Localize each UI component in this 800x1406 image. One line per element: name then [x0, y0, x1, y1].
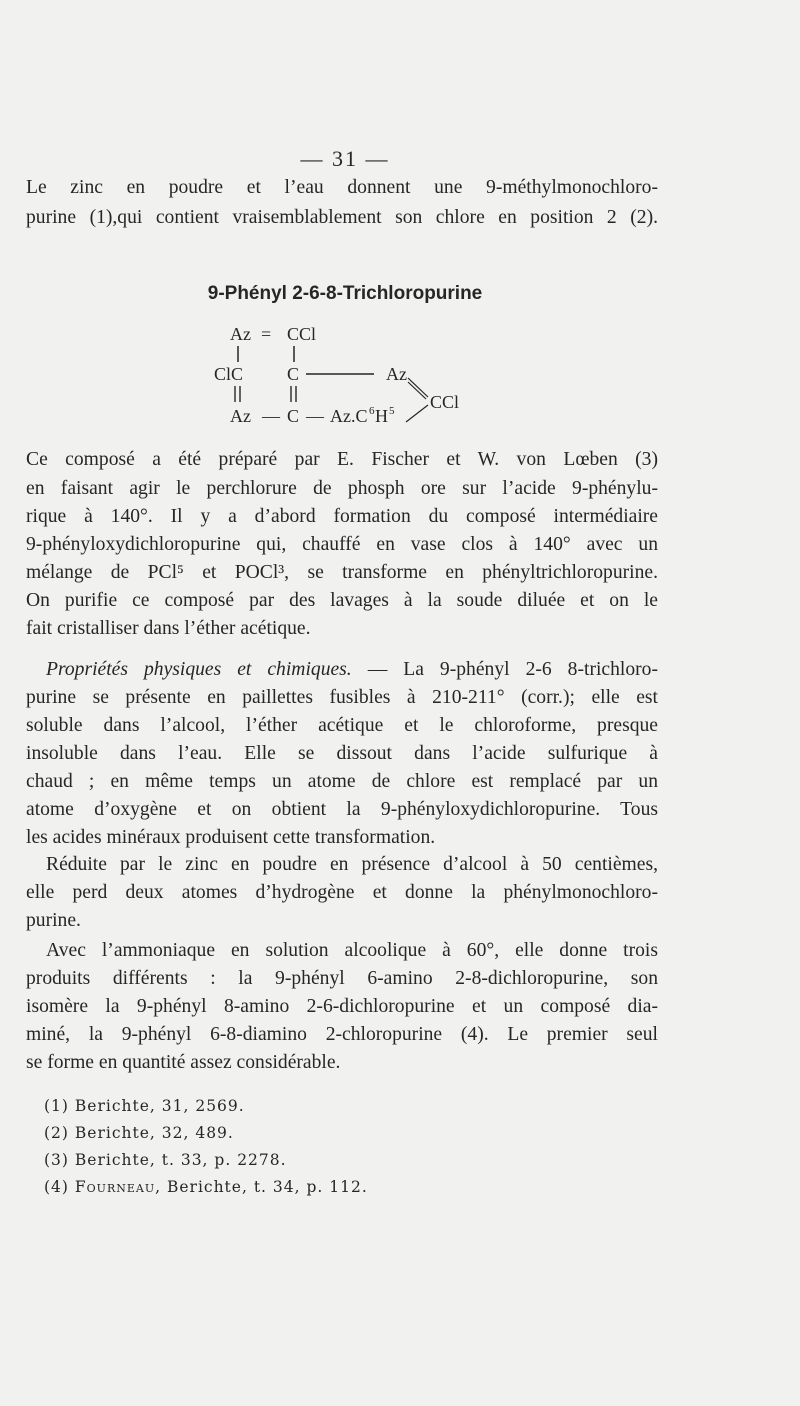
footnote-4-author: Fourneau, — [74, 1178, 162, 1196]
footnote-4 — [44, 1178, 368, 1196]
bond-diag-lower — [406, 405, 428, 422]
para2-line-7: les acides minéraux produisent cette transformation. — [26, 827, 436, 848]
formula-c-mid: C — [287, 364, 300, 384]
footnote-4-num: (4) — [44, 1178, 69, 1196]
para3-line-2: elle perd deux atomes d’hydrogène et donne la phénylmonochloro- — [26, 882, 658, 903]
formula-az-right: Az — [386, 364, 407, 384]
formula-az-bottom: Az — [230, 406, 251, 426]
para1-line-2: en faisant agir le perchlorure de phosph ore sur l’acide 9-phénylu- — [26, 478, 658, 499]
para2-line-1-rest: — La 9-phényl 2-6 8-trichloro- — [351, 659, 658, 680]
para1-line-7: fait cristalliser dans l’éther acétique. — [26, 618, 311, 639]
formula-ccl-top: CCl — [287, 324, 317, 344]
formula-clc: ClC — [214, 364, 244, 384]
section-heading: 9-Phényl 2-6-8-Trichloropurine — [207, 283, 483, 304]
footnote-1 — [44, 1097, 245, 1115]
footnote-2-text: Berichte, 32, 489. — [74, 1124, 234, 1142]
formula-dash-1: — — [262, 406, 280, 426]
formula-equals: = — [261, 324, 272, 344]
bond-diag-upper-a — [408, 378, 428, 397]
para2-line-4: insoluble dans l’eau. Elle se dissout dans l’acide sulfurique à — [26, 743, 658, 764]
footnote-2-num: (2) — [44, 1124, 69, 1142]
footnote-3 — [44, 1151, 287, 1169]
para2-heading: Propriétés physiques et chimiques. — [46, 659, 352, 680]
formula-sup-5: 5 — [389, 405, 395, 417]
footnote-1-num: (1) — [44, 1097, 69, 1115]
para4-line-1: Avec l’ammoniaque en solution alcoolique à 60°, elle donne trois — [46, 940, 658, 961]
para4-line-5: se forme en quantité assez considérable. — [26, 1052, 341, 1073]
footnote-4-text: Berichte, t. 34, p. 112. — [166, 1178, 368, 1196]
formula-dash-2: — — [306, 406, 324, 426]
formula-c-bottom: C — [287, 406, 300, 426]
footnote-3-text: Berichte, t. 33, p. 2278. — [74, 1151, 287, 1169]
para2-line-1 — [46, 659, 658, 681]
page-number: — 31 — — [300, 146, 390, 171]
formula-sup-6: 6 — [369, 405, 375, 417]
para1-line-5: mélange de PCl⁵ et POCl³, se transforme en phényltrichloropurine. — [26, 562, 658, 583]
para2-line-5: chaud ; en même temps un atome de chlore est remplacé par un — [26, 771, 658, 792]
footnote-2 — [44, 1124, 234, 1142]
footnote-1-text: Berichte, 31, 2569. — [74, 1097, 245, 1115]
para4-line-3: isomère la 9-phényl 8-amino 2-6-dichloropurine et un composé dia- — [26, 996, 658, 1017]
para1-line-6: On purifie ce composé par des lavages à la soude diluée et on le — [26, 590, 658, 611]
formula-az-top: Az — [230, 324, 251, 344]
formula-azc: Az.C — [330, 406, 368, 426]
para3-line-3: purine. — [26, 910, 81, 931]
para3-line-1: Réduite par le zinc en poudre en présence d’alcool à 50 centièmes, — [46, 854, 658, 875]
para1-line-3: rique à 140°. Il y a d’abord formation du composé intermédiaire — [26, 506, 658, 527]
chemical-formula — [190, 318, 490, 430]
bond-diag-upper-b — [408, 382, 426, 399]
para1-line-4: 9-phényloxydichloropurine qui, chauffé en vase clos à 140° avec un — [26, 534, 658, 555]
para2-line-3: soluble dans l’alcool, l’éther acétique et le chloroforme, presque — [26, 715, 658, 736]
para4-line-4: miné, la 9-phényl 6-8-diamino 2-chloropurine (4). Le premier seul — [26, 1024, 658, 1045]
formula-h: H — [375, 406, 388, 426]
para1-line-1: Ce composé a été préparé par E. Fischer et W. von Lœben (3) — [26, 449, 658, 470]
intro-line-2: purine (1),qui contient vraisemblablement son chlore en position 2 (2). — [26, 207, 658, 228]
para2-line-6: atome d’oxygène et on obtient la 9-phényloxydichloropurine. Tous — [26, 799, 658, 820]
para4-line-2: produits différents : la 9-phényl 6-amino 2-8-dichloropurine, son — [26, 968, 658, 989]
footnote-3-num: (3) — [44, 1151, 69, 1169]
para2-line-2: purine se présente en paillettes fusibles à 210-211° (corr.); elle est — [26, 687, 658, 708]
intro-line-1: Le zinc en poudre et l’eau donnent une 9-méthylmonochloro- — [26, 177, 658, 198]
formula-ccl-right: CCl — [430, 392, 460, 412]
